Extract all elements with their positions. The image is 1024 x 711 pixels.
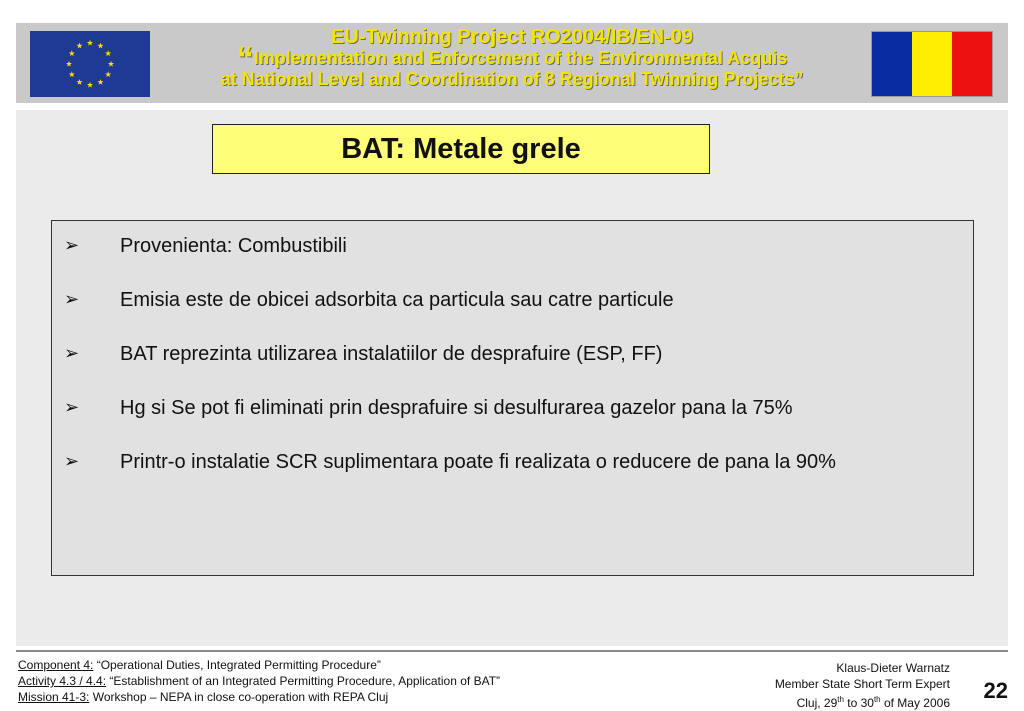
bullet-item [62,343,973,397]
eu-star-icon [69,71,75,77]
project-code: EU-Twinning Project RO2004/IB/EN-09 [331,26,693,48]
activity-text: “Establishment of an Integrated Permitting Procedure, Application of BAT” [106,674,501,688]
eu-flag-icon [30,31,150,97]
footer-divider [16,650,1008,652]
eu-star-icon [105,71,111,77]
mission-text: Workshop – NEPA in close co-operation with REPA Cluj [89,690,389,704]
eu-star-icon [108,61,114,67]
date-suffix: of May 2006 [880,696,950,710]
bullet-text: BAT reprezinta utilizarea instalatiilor de desprafuire (ESP, FF) [120,343,663,365]
bullet-arrow-icon: ➢ [64,343,80,363]
eu-star-icon [76,43,82,49]
bullet-arrow-icon: ➢ [64,235,80,255]
romania-flag-icon [871,31,993,97]
eu-star-icon [69,50,75,56]
bullet-item [62,289,973,343]
bullet-arrow-icon: ➢ [64,451,80,471]
eu-star-icon [87,82,93,88]
date-mid: to 30 [843,696,874,710]
eu-star-icon [87,40,93,46]
footer-mission [18,689,500,705]
bullet-box [51,220,974,576]
component-label: Component 4: [18,658,94,672]
mission-label: Mission 41-3: [18,690,90,704]
bullet-text: Printr-o instalatie SCR suplimentara poate fi realizata o reducere de pana la 90% [120,451,836,473]
author-role: Member State Short Term Expert [774,677,950,691]
page-number: 22 [983,678,1008,703]
open-quote: “ [236,40,254,78]
date-sup1: th [837,695,844,704]
flag-stripe-yellow [912,32,952,96]
project-subtitle-line2: at National Level and Coordination of 8 Regional Twinning Projects” [220,69,804,89]
event-date [775,692,950,711]
project-subtitle-line1 [166,40,858,78]
footer-component [18,657,500,673]
bullet-text: Hg si Se pot fi eliminati prin desprafuire si desulfurarea gazelor pana la 75% [120,397,793,419]
bullet-item [62,397,973,451]
bullet-item [62,451,973,505]
slide-header [16,23,1008,103]
bullet-arrow-icon: ➢ [64,289,80,309]
bullet-text: Provenienta: Combustibili [120,235,347,257]
date-sup2: th [873,695,881,704]
eu-star-icon [76,79,82,85]
eu-star-icon [97,43,103,49]
activity-label: Activity 4.3 / 4.4: [18,674,107,688]
slide-body [16,110,1008,646]
component-text: “Operational Duties, Integrated Permitting Procedure” [93,658,381,672]
eu-stars [30,31,150,97]
footer-project-info [18,657,500,705]
eu-star-icon [105,50,111,56]
slide-title: BAT: Metale grele [212,124,710,174]
footer-author-info [775,660,950,711]
flag-stripe-red [952,32,992,96]
bullet-item [62,235,973,289]
eu-star-icon [66,61,72,67]
bullet-arrow-icon: ➢ [64,397,80,417]
date-prefix: Cluj, 29 [796,696,838,710]
project-title [166,27,858,90]
bullet-text: Emisia este de obicei adsorbita ca particula sau catre particule [120,289,674,311]
author-name: Klaus-Dieter Warnatz [836,661,950,675]
footer-activity [18,673,500,689]
bullet-list [52,221,973,505]
flag-stripe-blue [872,32,912,96]
eu-star-icon [97,79,103,85]
project-subtitle-text: Implementation and Enforcement of the Environmental Acquis [253,48,788,68]
